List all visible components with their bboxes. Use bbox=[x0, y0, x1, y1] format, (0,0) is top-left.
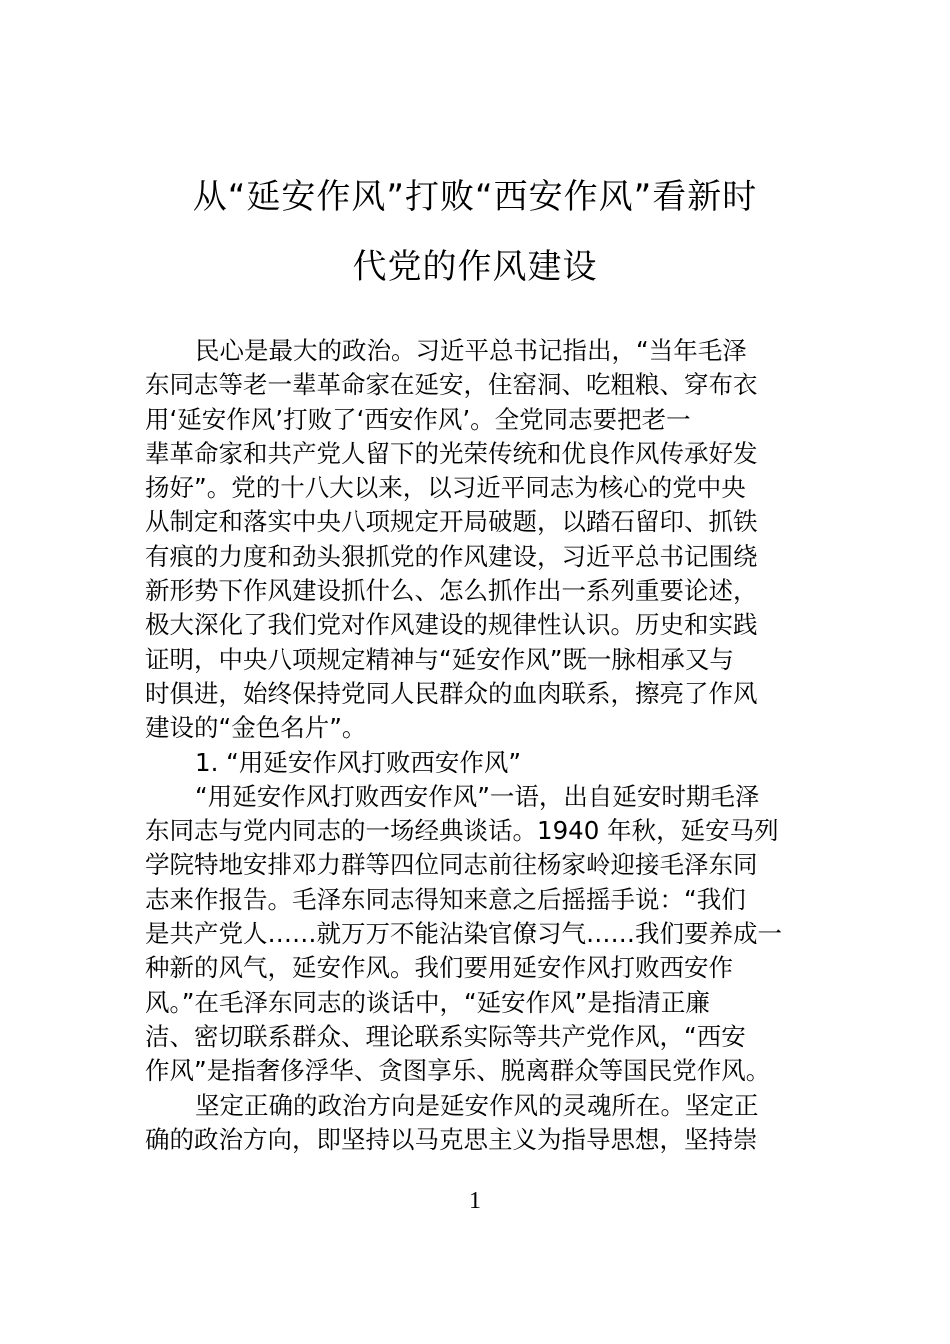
paragraph-1-line-6: 从制定和落实中央八项规定开局破题，以踏石留印、抓铁 bbox=[145, 507, 758, 537]
paragraph-1-line-3: 用‘延安作风’打败了‘西安作风’。全党同志要把老一 bbox=[145, 404, 691, 434]
paragraph-3-line-1: 坚定正确的政治方向是延安作风的灵魂所在。坚定正 bbox=[195, 1090, 759, 1120]
page-number: 1 bbox=[469, 1188, 481, 1214]
paragraph-1-line-8: 新形势下作风建设抓什么、怎么抓作出一系列重要论述， bbox=[145, 576, 758, 606]
title-line-1: 从“延安作风”打败“西安作风”看新时 bbox=[192, 177, 758, 217]
paragraph-1-line-9: 极大深化了我们党对作风建设的规律性认识。历史和实践 bbox=[145, 610, 758, 640]
paragraph-3-line-2: 确的政治方向，即坚持以马克思主义为指导思想，坚持崇 bbox=[145, 1124, 758, 1154]
paragraph-1-line-1: 民心是最大的政治。习近平总书记指出，“当年毛泽 bbox=[195, 336, 747, 365]
paragraph-1-line-10: 证明，中央八项规定精神与“延安作风”既一脉相承又与 bbox=[145, 644, 734, 674]
document-body bbox=[145, 334, 807, 1157]
paragraph-2-line-6: 种新的风气，延安作风。我们要用延安作风打败西安作 bbox=[145, 953, 733, 983]
paragraph-2-line-1: “用延安作风打败西安作风”一语，出自延安时期毛泽 bbox=[195, 781, 760, 811]
paragraph-2-line-3: 学院特地安排邓力群等四位同志前往杨家岭迎接毛泽东同 bbox=[145, 850, 758, 880]
paragraph-2-line-4: 志来作报告。毛泽东同志得知来意之后摇摇手说：“我们 bbox=[145, 884, 746, 914]
paragraph-1-line-4: 辈革命家和共产党人留下的光荣传统和优良作风传承好发 bbox=[145, 438, 758, 468]
paragraph-1-line-7: 有痕的力度和劲头狠抓党的作风建设，习近平总书记围绕 bbox=[145, 541, 758, 571]
paragraph-1-line-12: 建设的“金色名片”。 bbox=[145, 713, 367, 743]
paragraph-2-line-7: 风。”在毛泽东同志的谈话中，“延安作风”是指清正廉 bbox=[145, 987, 710, 1017]
paragraph-2-line-5: 是共产党人……就万万不能沾染官僚习气……我们要养成一 bbox=[145, 919, 782, 949]
paragraph-2-line-9: 作风”是指奢侈浮华、贪图享乐、脱离群众等国民党作风。 bbox=[145, 1056, 771, 1086]
paragraph-1-line-5: 扬好”。党的十八大以来，以习近平同志为核心的党中央 bbox=[145, 473, 746, 503]
paragraph-2-line-2: 东同志与党内同志的一场经典谈话。1940 年秋，延安马列 bbox=[145, 816, 779, 846]
paragraph-2-line-8: 洁、密切联系群众、理论联系实际等共产党作风，“西安 bbox=[145, 1021, 746, 1051]
paragraph-1-line-11: 时俱进，始终保持党同人民群众的血肉联系，擦亮了作风 bbox=[145, 678, 758, 708]
paragraph-1-line-2: 东同志等老一辈革命家在延安，住窑洞、吃粗粮、穿布衣 bbox=[145, 370, 758, 400]
document-title bbox=[140, 162, 810, 302]
title-line-2: 代党的作风建设 bbox=[352, 247, 598, 287]
section-heading-1: 1. “用延安作风打败西安作风” bbox=[195, 747, 522, 777]
